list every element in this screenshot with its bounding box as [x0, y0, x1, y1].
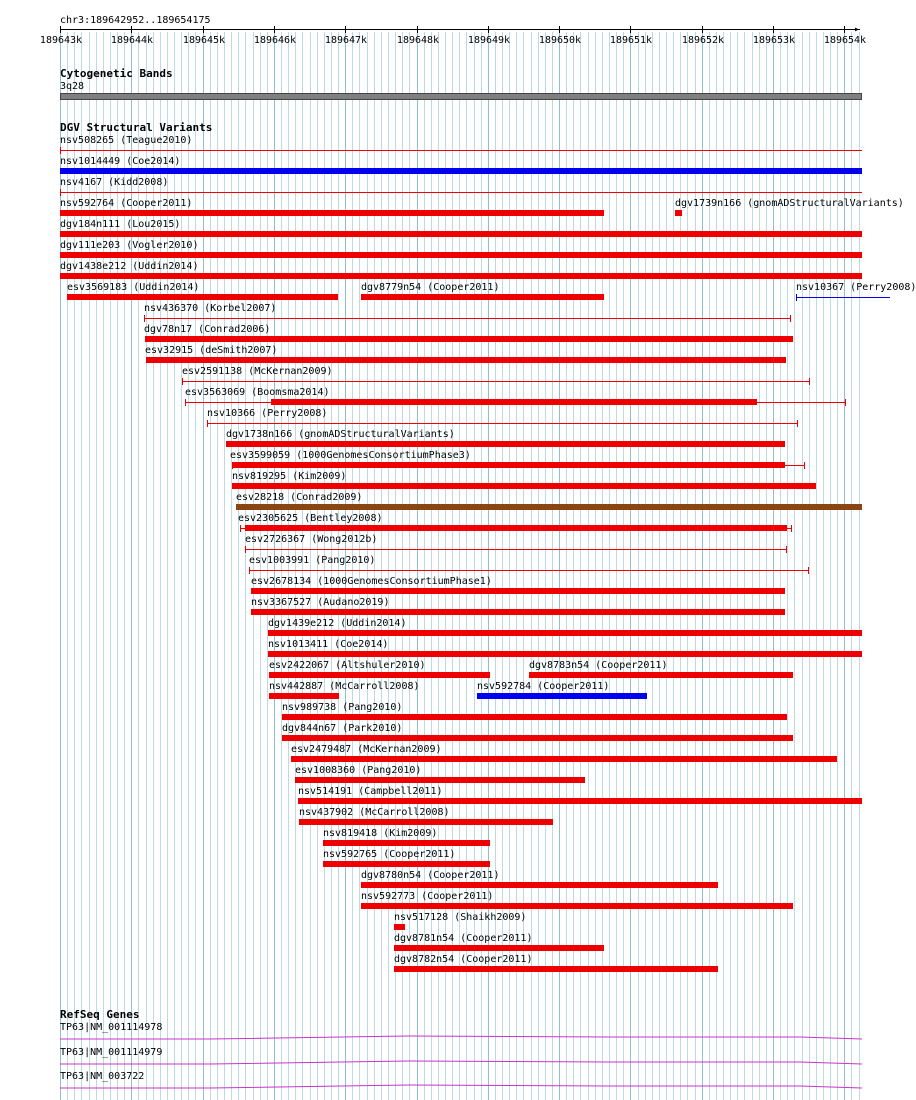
- dgv-feature-label[interactable]: esv2422067 (Altshuler2010): [269, 660, 426, 671]
- dgv-feature-label[interactable]: nsv592765 (Cooper2011): [323, 849, 456, 860]
- dgv-feature-bar[interactable]: [394, 924, 405, 930]
- dgv-feature-label[interactable]: esv3563069 (Boomsma2014): [185, 387, 330, 398]
- dgv-feature-bar[interactable]: [323, 861, 490, 867]
- ruler-tick-label: 189652k: [681, 35, 725, 46]
- ruler-tick: [417, 26, 418, 33]
- dgv-feature-label[interactable]: nsv508265 (Teague2010): [60, 135, 193, 146]
- dgv-feature-label[interactable]: dgv8781n54 (Cooper2011): [394, 933, 533, 944]
- dgv-feature-label[interactable]: nsv989738 (Pang2010): [282, 702, 403, 713]
- dgv-feature-endcap: [245, 546, 246, 553]
- dgv-feature-label[interactable]: dgv1438e212 (Uddin2014): [60, 261, 199, 272]
- dgv-feature-bar[interactable]: [394, 966, 718, 972]
- dgv-feature-label[interactable]: dgv8779n54 (Cooper2011): [361, 282, 500, 293]
- dgv-feature-endcap: [60, 147, 61, 154]
- dgv-feature-label[interactable]: esv32915 (deSmith2007): [145, 345, 278, 356]
- dgv-feature-bar[interactable]: [269, 672, 490, 678]
- dgv-feature-bar[interactable]: [269, 693, 339, 699]
- dgv-feature-endcap: [845, 399, 846, 406]
- dgv-feature-label[interactable]: esv2479487 (McKernan2009): [291, 744, 442, 755]
- refseq-track-title[interactable]: RefSeq Genes: [60, 1008, 140, 1021]
- dgv-feature-bar[interactable]: [295, 777, 585, 783]
- dgv-feature-label[interactable]: esv2678134 (1000GenomesConsortiumPhase1): [251, 576, 492, 587]
- dgv-feature-bar[interactable]: [226, 441, 785, 447]
- dgv-feature-label[interactable]: esv3569183 (Uddin2014): [67, 282, 200, 293]
- dgv-feature-bar[interactable]: [236, 504, 862, 510]
- dgv-feature-label[interactable]: nsv819418 (Kim2009): [323, 828, 438, 839]
- dgv-feature-endcap: [796, 294, 797, 301]
- cytoband-label: 3q28: [60, 81, 85, 92]
- dgv-feature-bar[interactable]: [529, 672, 793, 678]
- dgv-feature-bar[interactable]: [145, 336, 793, 342]
- dgv-feature-label[interactable]: esv2726367 (Wong2012b): [245, 534, 378, 545]
- dgv-feature-endcap: [808, 567, 809, 574]
- ruler-tick: [702, 26, 703, 33]
- refseq-gene-label[interactable]: TP63|NM_001114978: [60, 1022, 163, 1033]
- dgv-feature-label[interactable]: dgv184n111 (Lou2015): [60, 219, 181, 230]
- dgv-feature-label[interactable]: esv2305625 (Bentley2008): [238, 513, 383, 524]
- dgv-feature-bar[interactable]: [232, 483, 816, 489]
- dgv-feature-label[interactable]: nsv592784 (Cooper2011): [477, 681, 610, 692]
- dgv-feature-endcap: [185, 399, 186, 406]
- dgv-feature-label[interactable]: nsv592773 (Cooper2011): [361, 891, 494, 902]
- dgv-feature-endcap: [60, 189, 61, 196]
- dgv-feature-line[interactable]: [60, 150, 862, 151]
- dgv-feature-bar[interactable]: [268, 651, 862, 657]
- refseq-intron-path: [60, 1061, 862, 1064]
- dgv-feature-bar[interactable]: [361, 294, 604, 300]
- ruler-tick: [345, 26, 346, 33]
- dgv-feature-label[interactable]: esv3599059 (1000GenomesConsortiumPhase3): [230, 450, 471, 461]
- dgv-feature-label[interactable]: nsv4167 (Kidd2008): [60, 177, 169, 188]
- refseq-gene-line[interactable]: [60, 1080, 862, 1092]
- dgv-feature-label[interactable]: esv2591138 (McKernan2009): [182, 366, 333, 377]
- dgv-feature-label[interactable]: dgv78n17 (Conrad2006): [144, 324, 271, 335]
- dgv-feature-endcap: [144, 315, 145, 322]
- dgv-feature-bar[interactable]: [268, 630, 862, 636]
- ruler-tick: [60, 26, 61, 33]
- dgv-feature-label[interactable]: nsv3367527 (Audano2019): [251, 597, 390, 608]
- dgv-feature-label[interactable]: dgv1439e212 (Uddin2014): [268, 618, 407, 629]
- ruler-tick-label: 189654k: [823, 35, 867, 46]
- refseq-gene-label[interactable]: TP63|NM_003722: [60, 1071, 145, 1082]
- refseq-intron-path: [60, 1036, 862, 1039]
- refseq-intron-path: [60, 1085, 862, 1088]
- ruler-tick: [274, 26, 275, 33]
- dgv-feature-label[interactable]: nsv436370 (Korbel2007): [144, 303, 277, 314]
- dgv-feature-bar[interactable]: [323, 840, 490, 846]
- dgv-feature-label[interactable]: nsv10367 (Perry2008): [796, 282, 916, 293]
- dgv-feature-label[interactable]: dgv8780n54 (Cooper2011): [361, 870, 500, 881]
- dgv-feature-bar[interactable]: [298, 798, 862, 804]
- ruler-tick-label: 189643k: [39, 35, 83, 46]
- dgv-feature-bar[interactable]: [394, 945, 604, 951]
- dgv-feature-label[interactable]: nsv592764 (Cooper2011): [60, 198, 193, 209]
- ruler-tick-label: 189647k: [324, 35, 368, 46]
- dgv-feature-bar[interactable]: [477, 693, 647, 699]
- cytoband-bar[interactable]: [60, 93, 862, 100]
- dgv-feature-label[interactable]: nsv514191 (Campbell2011): [298, 786, 443, 797]
- ruler-tick-label: 189653k: [752, 35, 796, 46]
- dgv-track-title[interactable]: DGV Structural Variants: [60, 121, 213, 134]
- dgv-feature-endcap: [786, 546, 787, 553]
- dgv-feature-label[interactable]: dgv844n67 (Park2010): [282, 723, 403, 734]
- dgv-feature-endcap: [790, 315, 791, 322]
- ruler-arrow-icon: ▸: [854, 24, 861, 35]
- ruler-tick: [559, 26, 560, 33]
- dgv-feature-label[interactable]: dgv8783n54 (Cooper2011): [529, 660, 668, 671]
- dgv-feature-line[interactable]: [245, 549, 786, 550]
- dgv-feature-bar[interactable]: [232, 462, 785, 468]
- dgv-feature-bar[interactable]: [60, 168, 862, 174]
- dgv-feature-bar[interactable]: [251, 588, 785, 594]
- dgv-feature-bar[interactable]: [282, 735, 793, 741]
- dgv-feature-bar[interactable]: [60, 231, 862, 237]
- ruler-tick: [630, 26, 631, 33]
- dgv-feature-bar[interactable]: [299, 819, 553, 825]
- dgv-feature-line[interactable]: [60, 192, 862, 193]
- dgv-feature-bar[interactable]: [271, 399, 757, 405]
- cytoband-track-title[interactable]: Cytogenetic Bands: [60, 67, 173, 80]
- dgv-feature-endcap: [804, 462, 805, 469]
- ruler-tick: [773, 26, 774, 33]
- ruler-tick: [131, 26, 132, 33]
- dgv-feature-label[interactable]: nsv442887 (McCarroll2008): [269, 681, 420, 692]
- dgv-feature-label[interactable]: esv1008360 (Pang2010): [295, 765, 422, 776]
- dgv-feature-bar[interactable]: [60, 210, 604, 216]
- ruler-tick-label: 189650k: [538, 35, 582, 46]
- dgv-feature-endcap: [809, 378, 810, 385]
- ruler-tick-label: 189651k: [609, 35, 653, 46]
- dgv-feature-bar[interactable]: [282, 714, 787, 720]
- dgv-feature-bar[interactable]: [251, 609, 785, 615]
- dgv-feature-bar[interactable]: [245, 525, 787, 531]
- dgv-feature-label[interactable]: dgv1738n166 (gnomADStructuralVariants): [226, 429, 455, 440]
- refseq-gene-line[interactable]: [60, 1056, 862, 1068]
- dgv-feature-bar[interactable]: [361, 882, 718, 888]
- dgv-feature-line[interactable]: [249, 570, 808, 571]
- ruler-tick: [844, 26, 845, 33]
- dgv-feature-label[interactable]: esv1003991 (Pang2010): [249, 555, 376, 566]
- dgv-feature-bar[interactable]: [675, 210, 682, 216]
- refseq-gene-line[interactable]: [60, 1031, 862, 1043]
- dgv-feature-label[interactable]: dgv1739n166 (gnomADStructuralVariants): [675, 198, 904, 209]
- ruler-tick-label: 189645k: [182, 35, 226, 46]
- ruler-tick-label: 189649k: [467, 35, 511, 46]
- dgv-feature-label[interactable]: esv28218 (Conrad2009): [236, 492, 363, 503]
- dgv-feature-line[interactable]: [144, 318, 790, 319]
- dgv-feature-bar[interactable]: [146, 357, 786, 363]
- dgv-feature-label[interactable]: dgv111e203 (Vogler2010): [60, 240, 199, 251]
- dgv-feature-endcap: [207, 420, 208, 427]
- ruler-tick-label: 189648k: [396, 35, 440, 46]
- ruler-tick-label: 189644k: [110, 35, 154, 46]
- dgv-feature-line[interactable]: [796, 297, 890, 298]
- dgv-feature-endcap: [249, 567, 250, 574]
- dgv-feature-line[interactable]: [182, 381, 809, 382]
- dgv-feature-bar[interactable]: [60, 273, 862, 279]
- dgv-feature-endcap: [182, 378, 183, 385]
- dgv-feature-label[interactable]: dgv8782n54 (Cooper2011): [394, 954, 533, 965]
- ruler-tick: [488, 26, 489, 33]
- dgv-feature-line[interactable]: [207, 423, 797, 424]
- dgv-feature-label[interactable]: nsv10366 (Perry2008): [207, 408, 328, 419]
- dgv-feature-endcap: [240, 525, 241, 532]
- dgv-feature-label[interactable]: nsv517128 (Shaikh2009): [394, 912, 527, 923]
- dgv-feature-label[interactable]: nsv1014449 (Coe2014): [60, 156, 181, 167]
- location-label: chr3:189642952..189654175: [60, 15, 211, 26]
- dgv-feature-bar[interactable]: [60, 252, 862, 258]
- dgv-feature-bar[interactable]: [67, 294, 338, 300]
- dgv-feature-label[interactable]: nsv437902 (McCarroll2008): [299, 807, 450, 818]
- dgv-feature-label[interactable]: nsv1013411 (Coe2014): [268, 639, 389, 650]
- ruler-tick: [203, 26, 204, 33]
- ruler-tick-label: 189646k: [253, 35, 297, 46]
- ruler-axis: [60, 29, 860, 30]
- dgv-feature-label[interactable]: nsv819295 (Kim2009): [232, 471, 347, 482]
- dgv-feature-endcap: [797, 420, 798, 427]
- dgv-feature-bar[interactable]: [361, 903, 793, 909]
- dgv-feature-endcap: [791, 525, 792, 532]
- refseq-gene-label[interactable]: TP63|NM_001114979: [60, 1047, 163, 1058]
- dgv-feature-bar[interactable]: [291, 756, 837, 762]
